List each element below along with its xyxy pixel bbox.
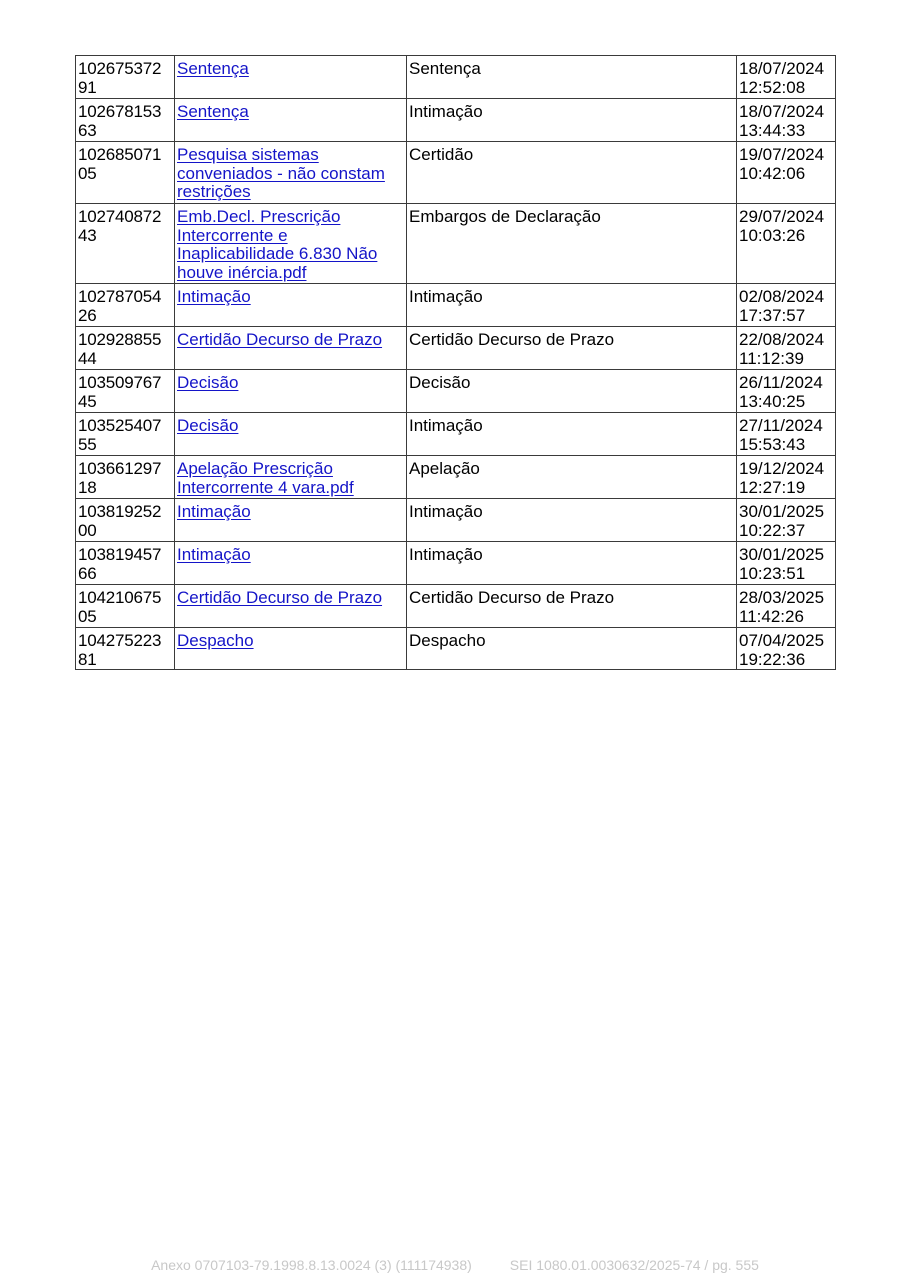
document-id-part-2: 05 — [78, 163, 97, 183]
table-row — [76, 327, 836, 370]
documents-table-body — [76, 56, 836, 670]
document-type-cell: Certidão — [407, 142, 737, 204]
document-datetime-cell — [737, 142, 836, 204]
document-date: 02/08/2024 — [739, 287, 825, 306]
document-id-part-2: 00 — [78, 520, 97, 540]
document-link-cell — [175, 585, 407, 628]
page-footer — [0, 1257, 910, 1273]
document-time: 19:22:36 — [739, 649, 806, 669]
document-time: 10:22:37 — [739, 520, 806, 540]
document-time: 10:23:51 — [739, 563, 806, 583]
document-type-cell: Despacho — [407, 628, 737, 670]
document-date: 07/04/2025 — [739, 631, 825, 650]
document-link[interactable]: Despacho — [177, 631, 254, 650]
document-id-cell — [76, 327, 175, 370]
document-id-part-2: 81 — [78, 649, 97, 669]
document-link-cell — [175, 370, 407, 413]
document-id-part-2: 44 — [78, 348, 97, 368]
document-id-part-2: 63 — [78, 120, 97, 140]
document-id-part-1: 102928855 — [78, 330, 162, 349]
document-id-part-1: 103661297 — [78, 459, 162, 478]
document-id-part-1: 102685071 — [78, 145, 162, 164]
document-id-cell — [76, 142, 175, 204]
document-type-cell: Intimação — [407, 99, 737, 142]
document-id-part-1: 103819457 — [78, 545, 162, 564]
table-row — [76, 628, 836, 670]
document-link-cell — [175, 284, 407, 327]
document-link[interactable]: Apelação Prescrição Intercorrente 4 vara.pdf — [177, 459, 354, 497]
document-link[interactable]: Intimação — [177, 545, 251, 564]
document-id-part-1: 104210675 — [78, 588, 162, 607]
document-datetime-cell — [737, 413, 836, 456]
document-id-part-2: 26 — [78, 305, 97, 325]
document-date: 29/07/2024 — [739, 207, 825, 226]
document-id-part-2: 91 — [78, 77, 97, 97]
document-date: 22/08/2024 — [739, 330, 825, 349]
document-time: 11:42:26 — [739, 606, 804, 626]
table-row — [76, 56, 836, 99]
table-row — [76, 542, 836, 585]
document-time: 12:52:08 — [739, 77, 806, 97]
table-row — [76, 370, 836, 413]
document-link-cell — [175, 456, 407, 499]
document-type-cell: Embargos de Declaração — [407, 204, 737, 284]
document-type-cell: Intimação — [407, 413, 737, 456]
document-id-part-1: 103819252 — [78, 502, 162, 521]
document-time: 17:37:57 — [739, 305, 806, 325]
document-type-cell: Sentença — [407, 56, 737, 99]
document-id-part-1: 103525407 — [78, 416, 162, 435]
document-id-cell — [76, 204, 175, 284]
document-link[interactable]: Certidão Decurso de Prazo — [177, 588, 383, 607]
document-type-cell: Intimação — [407, 542, 737, 585]
document-time: 13:40:25 — [739, 391, 806, 411]
document-link[interactable]: Certidão Decurso de Prazo — [177, 330, 383, 349]
table-row — [76, 585, 836, 628]
document-link-cell — [175, 99, 407, 142]
table-row — [76, 142, 836, 204]
document-id-part-2: 05 — [78, 606, 97, 626]
document-id-cell — [76, 628, 175, 670]
document-id-part-1: 102678153 — [78, 102, 162, 121]
document-id-part-1: 102740872 — [78, 207, 162, 226]
document-id-cell — [76, 284, 175, 327]
document-link-cell — [175, 56, 407, 99]
document-id-cell — [76, 456, 175, 499]
document-link-cell — [175, 542, 407, 585]
document-link-cell — [175, 204, 407, 284]
document-link-cell — [175, 142, 407, 204]
document-date: 30/01/2025 — [739, 545, 825, 564]
document-id-part-2: 66 — [78, 563, 97, 583]
document-time: 10:42:06 — [739, 163, 806, 183]
document-id-cell — [76, 99, 175, 142]
document-datetime-cell — [737, 585, 836, 628]
document-id-cell — [76, 56, 175, 99]
document-datetime-cell — [737, 99, 836, 142]
document-date: 18/07/2024 — [739, 102, 825, 121]
document-link[interactable]: Sentença — [177, 59, 249, 78]
document-id-cell — [76, 499, 175, 542]
document-id-part-2: 18 — [78, 477, 97, 497]
document-id-cell — [76, 585, 175, 628]
document-id-cell — [76, 370, 175, 413]
document-link-cell — [175, 413, 407, 456]
footer-sei-reference: SEI 1080.01.0030632/2025-74 / pg. 555 — [509, 1257, 759, 1273]
document-datetime-cell — [737, 327, 836, 370]
document-datetime-cell — [737, 370, 836, 413]
document-id-part-2: 45 — [78, 391, 97, 411]
document-link[interactable]: Intimação — [177, 502, 251, 521]
document-datetime-cell — [737, 542, 836, 585]
documents-table — [75, 55, 836, 670]
document-link[interactable]: Decisão — [177, 373, 239, 392]
table-row — [76, 499, 836, 542]
document-datetime-cell — [737, 499, 836, 542]
document-date: 27/11/2024 — [739, 416, 823, 435]
document-id-cell — [76, 542, 175, 585]
document-time: 15:53:43 — [739, 434, 806, 454]
document-link[interactable]: Intimação — [177, 287, 251, 306]
table-row — [76, 413, 836, 456]
document-type-cell: Intimação — [407, 499, 737, 542]
document-id-part-1: 102787054 — [78, 287, 162, 306]
document-datetime-cell — [737, 56, 836, 99]
document-time: 10:03:26 — [739, 225, 806, 245]
document-time: 12:27:19 — [739, 477, 806, 497]
document-date: 18/07/2024 — [739, 59, 825, 78]
document-date: 28/03/2025 — [739, 588, 825, 607]
document-time: 13:44:33 — [739, 120, 806, 140]
document-date: 19/07/2024 — [739, 145, 825, 164]
document-link[interactable]: Emb.Decl. Prescrição Intercorrente e Inaplicabilidade 6.830 Não houve inércia.pdf — [177, 207, 378, 282]
document-id-part-2: 43 — [78, 225, 97, 245]
document-date: 30/01/2025 — [739, 502, 825, 521]
document-datetime-cell — [737, 456, 836, 499]
document-id-part-2: 55 — [78, 434, 97, 454]
table-row — [76, 204, 836, 284]
document-datetime-cell — [737, 284, 836, 327]
document-id-part-1: 104275223 — [78, 631, 162, 650]
document-date: 19/12/2024 — [739, 459, 825, 478]
document-id-part-1: 102675372 — [78, 59, 162, 78]
document-id-part-1: 103509767 — [78, 373, 162, 392]
document-type-cell: Certidão Decurso de Prazo — [407, 327, 737, 370]
document-link[interactable]: Sentença — [177, 102, 249, 121]
document-link[interactable]: Decisão — [177, 416, 239, 435]
document-type-cell: Decisão — [407, 370, 737, 413]
table-row — [76, 456, 836, 499]
table-row — [76, 284, 836, 327]
document-datetime-cell — [737, 204, 836, 284]
document-type-cell: Apelação — [407, 456, 737, 499]
document-link[interactable]: Pesquisa sistemas conveniados - não constam restrições — [177, 145, 385, 201]
document-date: 26/11/2024 — [739, 373, 823, 392]
document-datetime-cell — [737, 628, 836, 670]
document-type-cell: Certidão Decurso de Prazo — [407, 585, 737, 628]
document-type-cell: Intimação — [407, 284, 737, 327]
document-link-cell — [175, 327, 407, 370]
document-link-cell — [175, 499, 407, 542]
table-row — [76, 99, 836, 142]
footer-annex: Anexo 0707103-79.1998.8.13.0024 (3) (111174938) — [151, 1257, 472, 1273]
document-id-cell — [76, 413, 175, 456]
document-time: 11:12:39 — [739, 348, 804, 368]
document-link-cell — [175, 628, 407, 670]
